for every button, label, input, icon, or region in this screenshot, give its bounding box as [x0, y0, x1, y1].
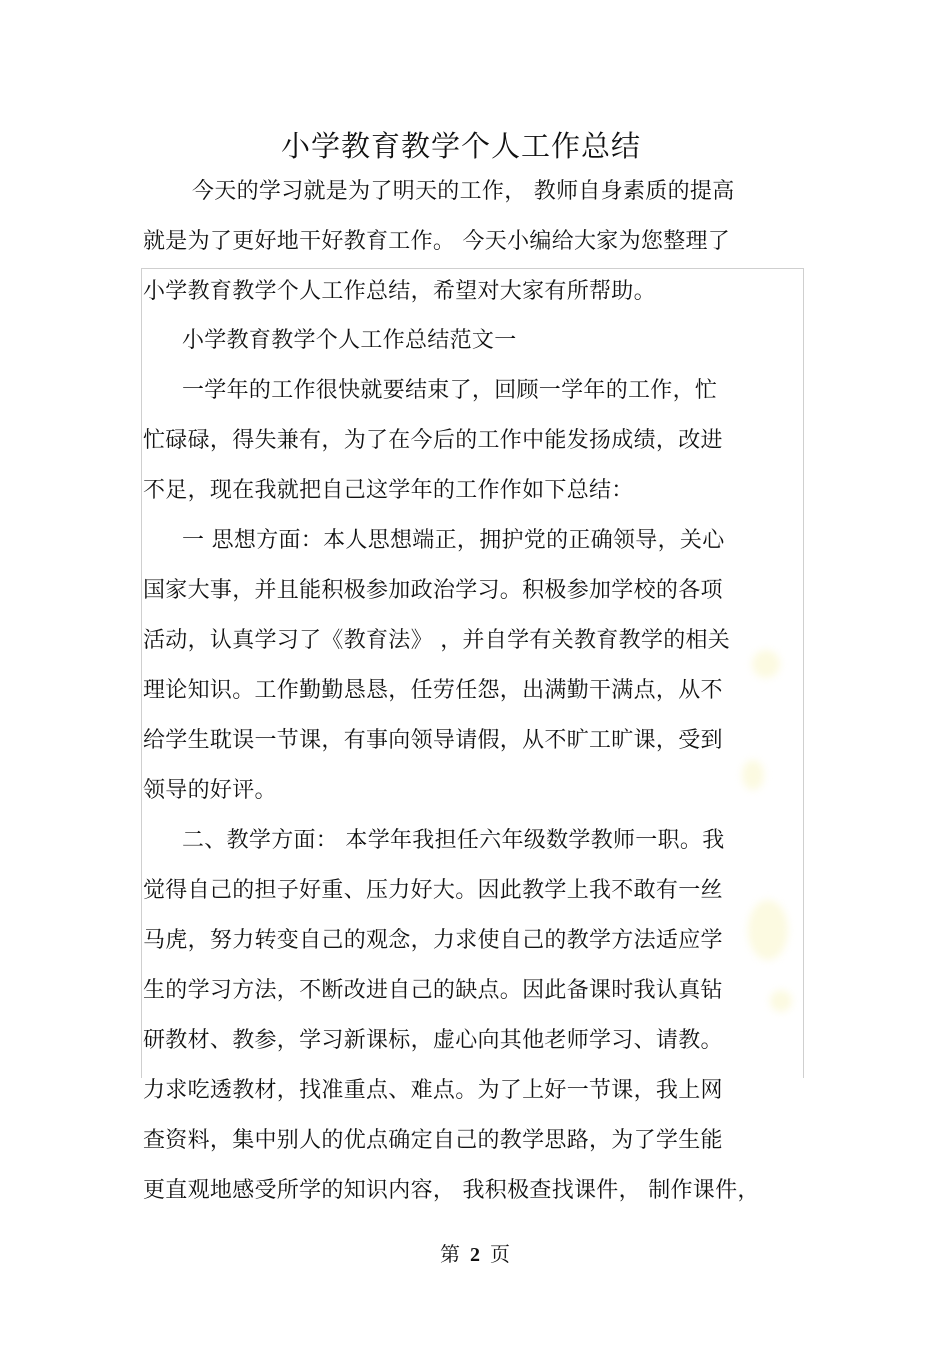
- paper-stain: [742, 760, 764, 790]
- body-line: 觉得自己的担子好重、压力好大。因此教学上我不敢有一丝: [143, 878, 723, 903]
- paper-stain: [752, 650, 780, 678]
- paper-stain: [770, 990, 792, 1012]
- body-line: 理论知识。工作勤勤恳恳，任劳任怨，出满勤干满点，从不: [143, 678, 723, 703]
- section-heading: 小学教育教学个人工作总结范文一: [182, 328, 517, 353]
- page-number: 2: [470, 1244, 480, 1266]
- body-line: 活动，认真学习了《教育法》 ，并自学有关教育教学的相关: [143, 628, 731, 653]
- body-line: 二、教学方面： 本学年我担任六年级数学教师一职。我: [182, 828, 725, 853]
- page-footer: [0, 1240, 950, 1269]
- body-line: 国家大事，并且能积极参加政治学习。积极参加学校的各项: [143, 578, 723, 603]
- paper-stain: [748, 900, 788, 960]
- body-line: 生的学习方法，不断改进自己的缺点。因此备课时我认真钻: [143, 978, 723, 1003]
- body-line: 更直观地感受所学的知识内容， 我积极查找课件， 制作课件，: [143, 1178, 760, 1203]
- page-footer-suffix: 页: [490, 1242, 510, 1266]
- body-line: 今天的学习就是为了明天的工作， 教师自身素质的提高: [192, 179, 735, 204]
- body-line: 研教材、教参，学习新课标，虚心向其他老师学习、请教。: [143, 1028, 723, 1053]
- body-line: 一学年的工作很快就要结束了，回顾一学年的工作，忙: [182, 378, 718, 403]
- body-line: 给学生耽误一节课，有事向领导请假，从不旷工旷课，受到: [143, 728, 723, 753]
- body-line: 力求吃透教材，找准重点、难点。为了上好一节课，我上网: [143, 1078, 723, 1103]
- body-line: 不足，现在我就把自己这学年的工作作如下总结：: [143, 478, 634, 503]
- body-line: 忙碌碌，得失兼有，为了在今后的工作中能发扬成绩，改进: [143, 428, 723, 453]
- document-title: 小学教育教学个人工作总结: [280, 129, 641, 163]
- page-footer-prefix: 第: [440, 1242, 460, 1266]
- body-line: 小学教育教学个人工作总结，希望对大家有所帮助。: [143, 279, 656, 304]
- body-line: 马虎，努力转变自己的观念，力求使自己的教学方法适应学: [143, 928, 723, 953]
- body-line: 就是为了更好地干好教育工作。 今天小编给大家为您整理了: [143, 229, 731, 254]
- body-line: 领导的好评。: [143, 778, 277, 803]
- body-line: 查资料，集中别人的优点确定自己的教学思路，为了学生能: [143, 1128, 723, 1153]
- body-line: 一 思想方面：本人思想端正，拥护党的正确领导，关心: [182, 528, 725, 553]
